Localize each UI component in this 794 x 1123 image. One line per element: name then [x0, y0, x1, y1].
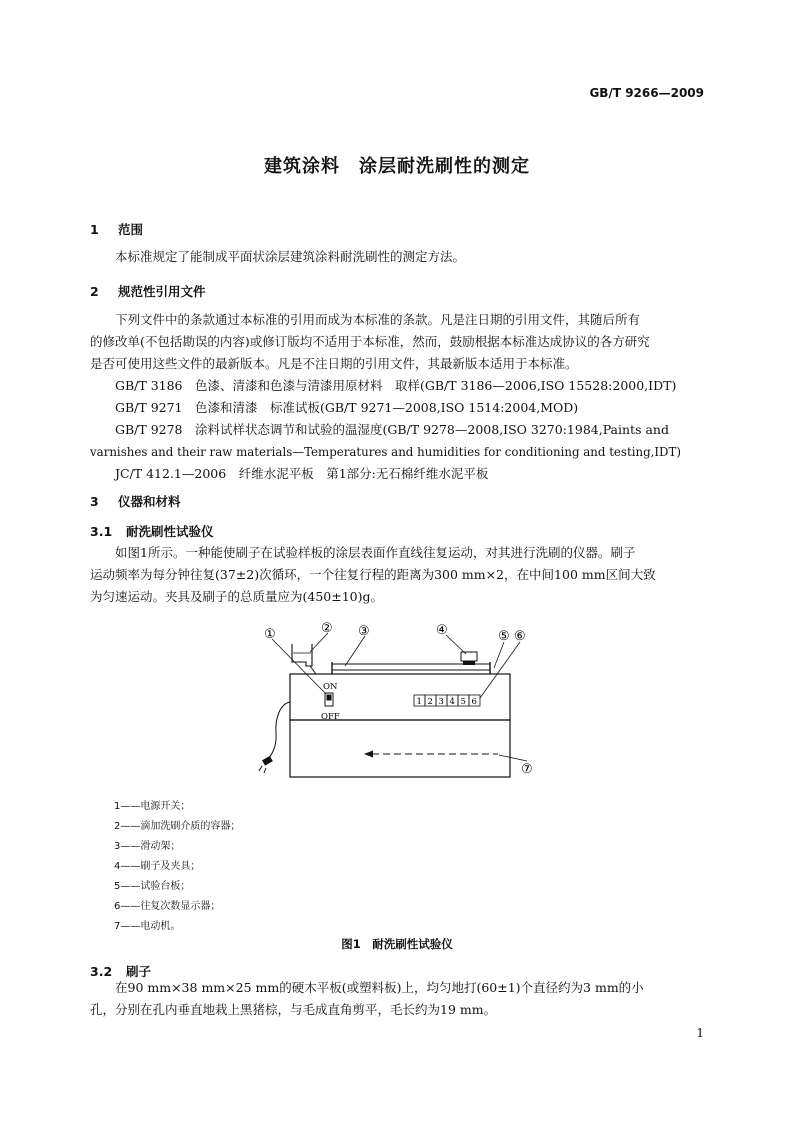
switch-on-label: ON [323, 682, 338, 692]
brush-bristles [463, 661, 475, 665]
reference-line: GB/T 3186 色漆、清漆和色漆与清漆用原材料 取样(GB/T 3186—2006,ISO 15528:2000,IDT) [115, 378, 677, 393]
figure-legend-item: 3——滑动架； [114, 841, 181, 852]
page-number: 1 [696, 1026, 704, 1040]
switch-off-label: OFF [321, 712, 340, 722]
machine-lower-body [290, 720, 510, 777]
paragraph-line: 在90 mm×38 mm×25 mm的硬木平板(或塑料板)上，均匀地打(60±1)个直径约为3 mm的小 [115, 980, 644, 995]
section-number: 3.1 [90, 524, 113, 539]
leader-line-1 [272, 639, 326, 694]
figure-legend-item: 7——电动机。 [114, 921, 181, 932]
standard-code: GB/T 9266—2009 [589, 86, 704, 100]
counter-digit: 2 [427, 697, 433, 707]
callout-3: ③ [358, 624, 370, 639]
plug-prong [259, 766, 262, 771]
section-number: 3.2 [90, 964, 113, 979]
section-title: 刷子 [126, 964, 152, 979]
callout-7: ⑦ [521, 762, 533, 777]
power-plug [262, 756, 273, 766]
leader-line-5 [494, 642, 504, 668]
leader-line-4 [446, 635, 466, 654]
motor-arrow-head [364, 751, 373, 758]
section-title: 仪器和材料 [118, 494, 181, 509]
paragraph-line: 本标准规定了能制成平面状涂层建筑涂料耐洗刷性的测定方法。 [115, 249, 466, 264]
counter-digit: 6 [471, 697, 477, 707]
brush-clamp [461, 652, 477, 661]
reference-line: varnishes and their raw materials—Temperatures and humidities for conditioning and testing,IDT) [90, 445, 681, 459]
counter-digit: 5 [460, 697, 466, 707]
figure-legend-item: 1——电源开关； [114, 801, 191, 812]
section-title: 耐洗刷性试验仪 [126, 524, 214, 539]
section-1-heading [90, 220, 143, 238]
container-stand [310, 666, 316, 674]
counter-digit: 4 [449, 697, 455, 707]
section-3-1-body [90, 542, 704, 608]
section-3-1-heading [90, 522, 214, 540]
power-cord [269, 702, 290, 758]
paragraph-line: 孔，分别在孔内垂直地栽上黑猪棕，与毛成直角剪平，毛长约为19 mm。 [90, 1002, 497, 1017]
page-title: 建筑涂料 涂层耐洗刷性的测定 [264, 156, 530, 177]
section-number: 1 [90, 222, 99, 237]
paragraph-line: 下列文件中的条款通过本标准的引用而成为本标准的条款。凡是注日期的引用文件，其随后所有 [115, 312, 641, 327]
callout-1: ① [264, 627, 276, 642]
section-3-2-body [90, 977, 704, 1021]
plug-prong [264, 768, 266, 773]
callout-2: ② [321, 621, 333, 636]
section-1-body [90, 246, 704, 268]
figure-legend-item: 6——往复次数显示器； [114, 901, 221, 912]
reference-line: JC/T 412.1—2006 纤维水泥平板 第1部分:无石棉纤维水泥平板 [115, 466, 489, 481]
callout-5: ⑤ [498, 629, 510, 644]
callout-6: ⑥ [514, 629, 526, 644]
figure-legend-item: 2——滴加洗刷介质的容器； [114, 821, 241, 832]
counter-digit: 3 [438, 697, 444, 707]
paragraph-line: 运动频率为每分钟往复(37±2)次循环，一个往复行程的距离为300 mm×2，在中间100 mm区间大致 [90, 567, 656, 582]
section-2-heading [90, 282, 206, 300]
section-2-body [90, 309, 704, 485]
section-number: 2 [90, 284, 99, 299]
apparatus-figure [250, 618, 550, 778]
section-number: 3 [90, 494, 99, 509]
callout-4: ④ [436, 623, 448, 638]
power-switch-toggle [327, 695, 332, 701]
paragraph-line: 为匀速运动。夹具及刷子的总质量应为(450±10)g。 [90, 589, 383, 604]
figure-legend-item: 4——刷子及夹具； [114, 861, 201, 872]
section-title: 规范性引用文件 [118, 284, 206, 299]
leader-line-7 [499, 755, 527, 761]
paragraph-line: 的修改单(不包括勘误的内容)或修订版均不适用于本标准，然而，鼓励根据本标准达成协议的各方研究 [90, 334, 650, 349]
figure-legend-item: 5——试验台板； [114, 881, 191, 892]
figure-caption: 图1 耐洗刷性试验仪 [341, 937, 453, 951]
leader-line-3 [345, 636, 365, 666]
counter-digit: 1 [416, 697, 422, 707]
section-3-heading [90, 492, 181, 510]
paragraph-line: 是否可使用这些文件的最新版本。凡是不注日期的引用文件，其最新版本适用于本标准。 [90, 356, 578, 371]
reference-line: GB/T 9278 涂料试样状态调节和试验的温湿度(GB/T 9278—2008,ISO 3270:1984,Paints and [115, 422, 669, 437]
section-title: 范围 [118, 222, 144, 237]
reference-line: GB/T 9271 色漆和清漆 标准试板(GB/T 9271—2008,ISO 1514:2004,MOD) [115, 400, 579, 415]
paragraph-line: 如图1所示。一种能使刷子在试验样板的涂层表面作直线往复运动，对其进行洗刷的仪器。刷子 [115, 545, 636, 560]
